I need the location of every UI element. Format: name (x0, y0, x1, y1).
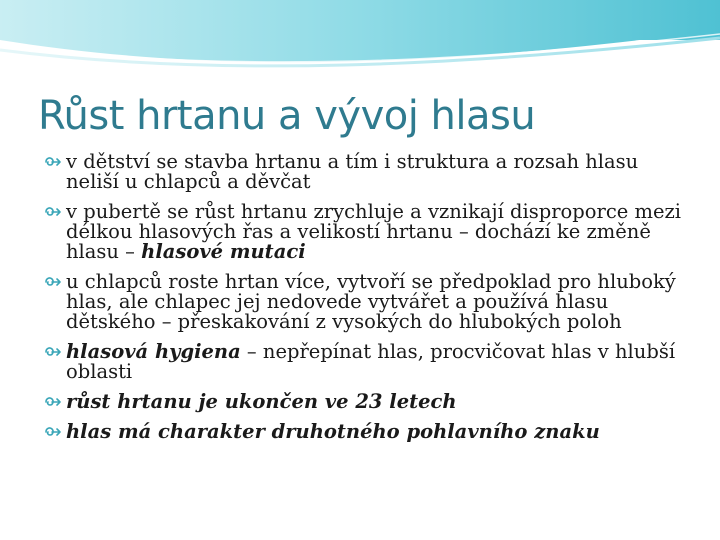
bullet-text: v dětství se stavba hrtanu a tím i struktura a rozsah hlasu neliší u chlapců a děvčat (66, 150, 639, 193)
bullet-item (46, 342, 696, 382)
looped-arrow-icon (44, 345, 62, 359)
bullet-emphasis-text: hlasová hygiena (66, 340, 241, 363)
looped-arrow-icon (44, 155, 62, 169)
bullet-text: u chlapců roste hrtan více, vytvoří se předpoklad pro hluboký hlas, ale chlapec jej nedovede vytvářet a používá hlasu dětského – přeskakování z vysokých do hlubokých poloh (66, 270, 676, 333)
bullet-item (46, 422, 696, 442)
looped-arrow-icon (44, 275, 62, 289)
bullet-item (46, 392, 696, 412)
slide-title: Růst hrtanu a vývoj hlasu (38, 93, 536, 139)
bullet-list (46, 152, 696, 452)
bullet-text: v pubertě se růst hrtanu zrychluje a vznikají disproporce mezi délkou hlasových řas a velikostí hrtanu – dochází ke změně hlasu – (66, 200, 682, 263)
header-wave-decoration (0, 0, 720, 78)
bullet-item (46, 272, 696, 332)
looped-arrow-icon (44, 395, 62, 409)
bullet-emphasis-text: hlasové mutaci (141, 240, 306, 263)
bullet-emphasis-text: růst hrtanu je ukončen ve 23 letech (66, 390, 457, 413)
bullet-emphasis-text: hlas má charakter druhotného pohlavního znaku (66, 420, 600, 443)
bullet-item (46, 152, 696, 192)
bullet-item (46, 202, 696, 262)
bullet-text: – nepřepínat hlas, procvičovat hlas v hlubší oblasti (66, 340, 676, 383)
looped-arrow-icon (44, 205, 62, 219)
looped-arrow-icon (44, 425, 62, 439)
